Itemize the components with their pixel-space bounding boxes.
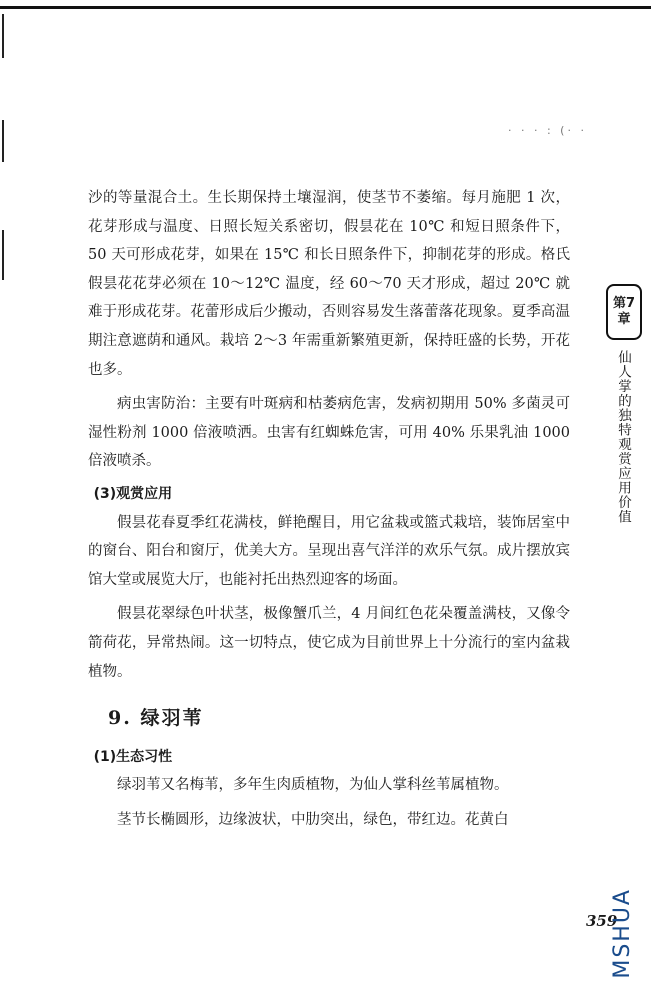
paragraph: 假昙花春夏季红花满枝，鲜艳醒目，用它盆栽或篮式栽培，装饰居室中的窗台、阳台和窗厅，优美大方。呈现出喜气洋洋的欢乐气氛。成片摆放宾馆大堂或展览大厅，也能衬托出热烈迎客的场面。 [88,514,570,588]
chapter-tab-label: 章 [617,312,631,327]
page-number: 359 [586,912,618,930]
paragraph: 病虫害防治：主要有叶斑病和枯萎病危害，发病初期用 50% 多菌灵可湿性粉剂 1000 倍液喷洒。虫害有红蜘蛛危害，可用 40% 乐果乳油 1000 倍液喷杀。 [88,396,570,470]
paragraph: 绿羽苇又名梅苇，多年生肉质植物，为仙人掌科丝苇属植物。 [117,777,509,794]
top-rule [0,6,651,9]
paragraph: 假昙花翠绿色叶状茎，极像蟹爪兰，4 月间红色花朵覆盖满枝，又像令箭荷花，异常热闹。这一切特点，使它成为目前世界上十分流行的室内盆栽植物。 [88,606,570,680]
left-margin-mark [2,230,4,280]
watermark: MSHUA [610,888,635,979]
chapter-title: 仙人掌的独特观赏应用价值 [615,350,631,524]
body-text [88,184,570,834]
chapter-tab-number: 第7 [612,296,636,311]
left-margin-mark [2,14,4,58]
subheading-ecology: (1)生态习性 [93,748,173,765]
subheading-ornamental: (3)观赏应用 [93,485,173,502]
paragraph: 沙的等量混合土。生长期保持土壤湿润，使茎节不萎缩。每月施肥 1 次，花芽形成与温度、日照长短关系密切，假昙花在 10℃ 和短日照条件下，50 天可形成花芽，如果在 15℃ 和长日照条件下，抑制花芽的形成。格氏假昙花花芽必须在 10～12℃ 温度，经 60～70 天才形成，超过 20℃ 就难于形成花芽。花蕾形成后少搬动，否则容易发生落蕾落花现象。夏季高温期注意遮荫和通风。栽培 2～3 年需重新繁殖更新，保持旺盛的长势，开花也多。 [88,190,570,378]
paragraph: 茎节长椭圆形，边缘波状，中肋突出，绿色，带红边。花黄白 [117,811,509,828]
section-title: 9. 绿羽苇 [108,707,204,730]
header-scribble: · · · : (· · [508,124,587,137]
left-margin-mark [2,120,4,162]
chapter-tab [606,284,642,340]
